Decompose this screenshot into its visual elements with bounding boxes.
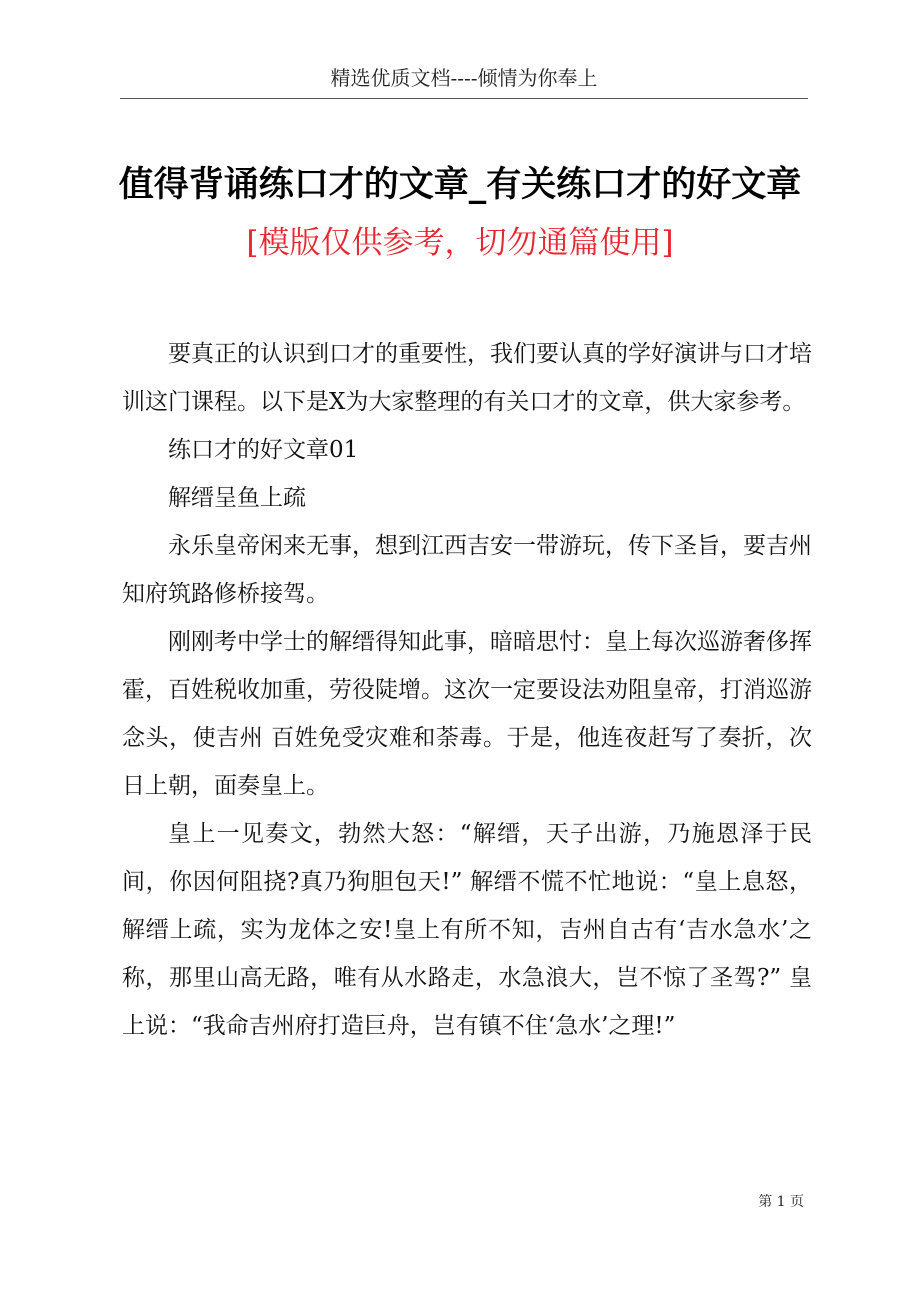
page-header: 精选优质文档----倾情为你奉上	[120, 62, 808, 99]
body-paragraph: 刚刚考中学士的解缙得知此事，暗暗思忖：皇上每次巡游奢侈挥霍，百姓税收加重，劳役陡增。这次一定要设法劝阻皇帝，打消巡游念头，使吉州 百姓免受灾难和荼毒。于是，他连夜赶写了奏折，次日上朝，面奏皇上。	[122, 629, 812, 799]
section-heading: 练口才的好文章01	[168, 437, 359, 463]
intro-paragraph: 要真正的认识到口才的重要性，我们要认真的学好演讲与口才培训这门课程。以下是X为大家整理的有关口才的文章，供大家参考。	[122, 341, 812, 415]
body-paragraph: 皇上一见奏文，勃然大怒：“解缙，天子出游，乃施恩泽于民间，你因何阻挠?真乃狗胆包天!” 解缙不慌不忙地说：“皇上息怒，解缙上疏，实为龙体之安!皇上有所不知，吉州自古有‘吉水急水’之称，那里山高无路，唯有从水路走，水急浪大，岂不惊了圣驾?” 皇上说：“我命吉州府打造巨舟，岂有镇不住‘急水’之理!”	[122, 821, 812, 1039]
story-title: 解缙呈鱼上疏	[168, 485, 306, 511]
body-paragraph: 永乐皇帝闲来无事，想到江西吉安一带游玩，传下圣旨，要吉州知府筑路修桥接驾。	[122, 533, 812, 607]
document-body	[122, 330, 812, 1050]
template-disclaimer: [模版仅供参考，切勿通篇使用]	[246, 225, 674, 261]
page-number: 第 1 页	[758, 1194, 804, 1210]
document-title: 值得背诵练口才的文章_有关练口才的好文章	[118, 164, 802, 205]
